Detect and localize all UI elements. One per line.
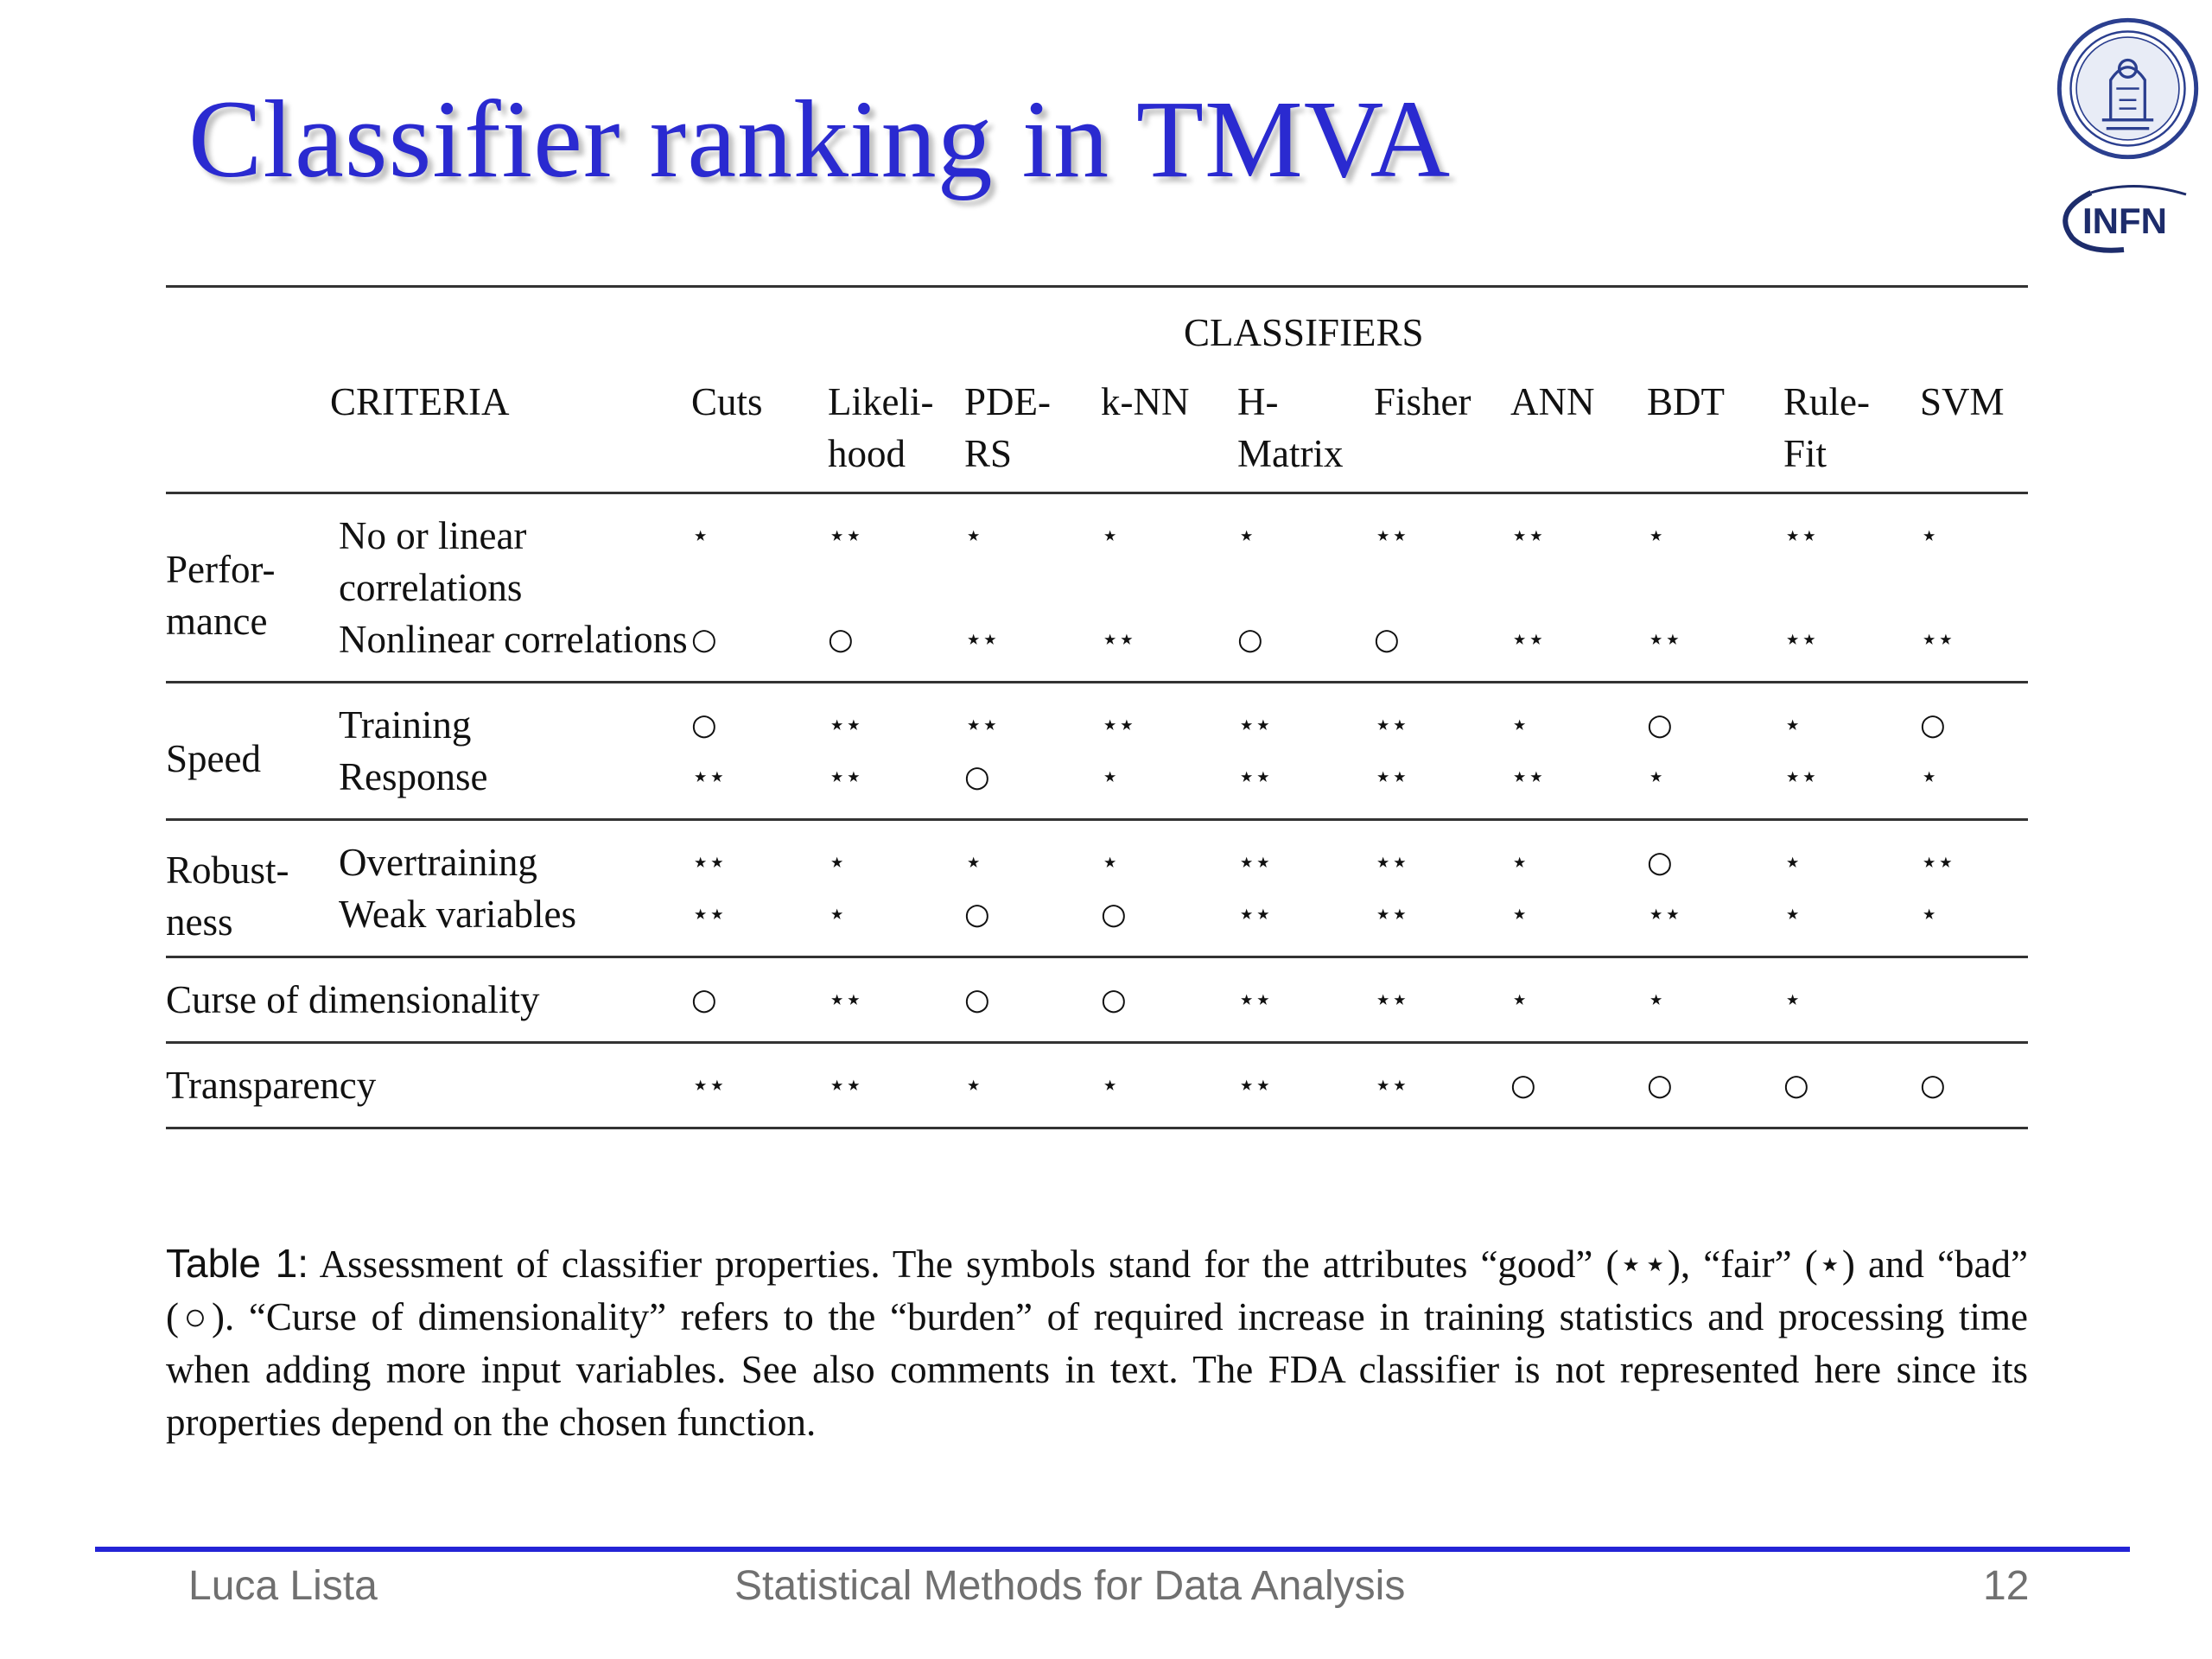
- rating-cell: ⋆: [828, 897, 845, 931]
- logos: [2056, 17, 2208, 251]
- classifier-header-2: PDE-: [964, 380, 1051, 423]
- rating-cell: ⋆⋆: [1237, 708, 1271, 742]
- rating-cell: ⋆: [1101, 1068, 1118, 1103]
- rating-cell: ⋆⋆: [1374, 518, 1408, 553]
- rating-cell: ⋆⋆: [1374, 760, 1408, 794]
- rating-cell: ⋆⋆: [828, 1068, 861, 1103]
- slide-title: Classifier ranking in TMVA: [188, 78, 1452, 200]
- classifier-header-line2-7: [1647, 428, 1783, 493]
- rating-cell: ⋆: [828, 845, 845, 880]
- category-label: Speed: [166, 737, 261, 780]
- rating-cell: ○: [1101, 982, 1125, 1017]
- classifier-header-line2-3: [1101, 428, 1237, 493]
- classifier-header-line2-4: Matrix: [1237, 432, 1344, 475]
- rating-cell: ⋆: [964, 845, 982, 880]
- rating-cell: ⋆⋆: [1101, 622, 1135, 657]
- classifier-header-5: Fisher: [1374, 380, 1471, 423]
- rating-cell: ○: [691, 708, 715, 742]
- criteria-group: [166, 957, 2028, 1043]
- classifier-header-line2-5: [1374, 428, 1510, 493]
- rating-cell: ⋆⋆: [964, 622, 998, 657]
- rating-cell: [1920, 957, 2028, 1043]
- rating-cell: ○: [691, 622, 715, 657]
- infn-logo-icon: [2056, 177, 2203, 259]
- rating-cell: ⋆: [964, 1068, 982, 1103]
- rating-cell: ○: [1237, 622, 1262, 657]
- rating-cell: ⋆⋆: [1237, 982, 1271, 1017]
- classifier-header-6: ANN: [1510, 380, 1595, 423]
- rating-cell: ○: [1647, 708, 1671, 742]
- rating-cell: ⋆⋆: [828, 982, 861, 1017]
- category-label: Perfor- mance: [166, 548, 276, 643]
- criteria-group: [166, 683, 2028, 820]
- rating-cell: ⋆⋆: [1237, 845, 1271, 880]
- rating-cell: ⋆: [1510, 845, 1528, 880]
- rating-cell: ⋆⋆: [1510, 622, 1544, 657]
- rating-cell: ⋆⋆: [1647, 622, 1681, 657]
- caption-label: Table 1:: [166, 1241, 308, 1286]
- table-row: [166, 957, 2028, 1043]
- classifier-header-line2-6: [1510, 428, 1647, 493]
- rating-cell: ⋆: [1237, 518, 1255, 553]
- criterion-label: Response: [339, 755, 488, 798]
- rating-cell: ⋆⋆: [828, 760, 861, 794]
- rating-cell: ⋆⋆: [1374, 897, 1408, 931]
- criterion-label: No or linear correlations: [339, 514, 527, 609]
- criterion-label: Nonlinear correlations: [339, 618, 688, 661]
- rating-cell: ⋆: [1647, 518, 1664, 553]
- rating-cell: ⋆: [1510, 897, 1528, 931]
- rating-cell: ⋆: [1101, 760, 1118, 794]
- rating-cell: ⋆⋆: [1374, 708, 1408, 742]
- rating-cell: ⋆: [1783, 982, 1801, 1017]
- criteria-header: CRITERIA: [330, 380, 510, 423]
- rating-cell: ⋆⋆: [828, 708, 861, 742]
- table-row: [166, 888, 2028, 957]
- rating-cell: ○: [964, 897, 988, 931]
- rating-cell: ⋆: [1101, 845, 1118, 880]
- rating-cell: ⋆: [1920, 518, 1937, 553]
- rating-cell: ⋆: [964, 518, 982, 553]
- caption-text: Assessment of classifier properties. The symbols stand for the attributes “good” (⋆⋆), “fair” (⋆) and “bad” (○). “Curse of dimensionality” refers to the “burden” of required increase in training statistics and processing time when adding more input variables. See also comments in text. The FDA classifier is not represented here since its properties depend on the chosen function.: [166, 1243, 2028, 1444]
- infn-logo-text: INFN: [2082, 200, 2167, 241]
- table-container: [166, 285, 2028, 1129]
- rating-cell: ⋆: [1783, 708, 1801, 742]
- table-row: [166, 683, 2028, 752]
- rating-cell: ⋆: [1920, 897, 1937, 931]
- rating-cell: ○: [964, 760, 988, 794]
- classifier-header-line2-2: RS: [964, 432, 1013, 475]
- table-row: [166, 751, 2028, 820]
- footer-course-title: Statistical Methods for Data Analysis: [734, 1563, 1406, 1609]
- rating-cell: ⋆⋆: [1783, 518, 1817, 553]
- rating-cell: ⋆: [1920, 760, 1937, 794]
- university-seal-icon: [2056, 17, 2199, 160]
- classifier-header-line2-9: [1920, 428, 2028, 493]
- classifier-header-line2-1: hood: [828, 432, 906, 475]
- footer-divider: [95, 1547, 2130, 1552]
- rating-cell: ○: [1374, 622, 1398, 657]
- criterion-label: Overtraining: [339, 841, 537, 884]
- category-label: Robust- ness: [166, 849, 289, 944]
- rating-cell: ⋆: [691, 518, 709, 553]
- rating-cell: ⋆: [1647, 760, 1664, 794]
- rating-cell: ⋆: [1510, 982, 1528, 1017]
- rating-cell: ⋆⋆: [1374, 845, 1408, 880]
- rating-cell: ⋆: [1510, 708, 1528, 742]
- rating-cell: ○: [1647, 845, 1671, 880]
- table-row: [166, 613, 2028, 683]
- criteria-group: [166, 1043, 2028, 1128]
- rating-cell: ○: [1647, 1068, 1671, 1103]
- rating-cell: ○: [1920, 1068, 1944, 1103]
- rating-cell: ⋆⋆: [1510, 518, 1544, 553]
- rating-cell: ⋆⋆: [1783, 622, 1817, 657]
- rating-cell: ⋆⋆: [964, 708, 998, 742]
- rating-cell: ⋆⋆: [691, 1068, 725, 1103]
- classifier-header-3: k-NN: [1101, 380, 1190, 423]
- rating-cell: ⋆: [1783, 897, 1801, 931]
- rating-cell: ⋆⋆: [1783, 760, 1817, 794]
- classifier-header-1: Likeli-: [828, 380, 934, 423]
- classifier-header-line2-8: Fit: [1783, 432, 1827, 475]
- page-number: 12: [1983, 1563, 2030, 1609]
- rating-cell: ○: [1101, 897, 1125, 931]
- footer-author: Luca Lista: [188, 1563, 378, 1609]
- rating-cell: ⋆: [1783, 845, 1801, 880]
- table-row: [166, 493, 2028, 614]
- rating-cell: ⋆⋆: [1101, 708, 1135, 742]
- rating-cell: ⋆⋆: [1237, 760, 1271, 794]
- rating-cell: ○: [691, 982, 715, 1017]
- table-caption: [166, 1237, 2028, 1449]
- rating-cell: ⋆⋆: [828, 518, 861, 553]
- rating-cell: ⋆: [1101, 518, 1118, 553]
- rating-cell: ⋆⋆: [1510, 760, 1544, 794]
- table-header: [166, 287, 2028, 493]
- classifier-header-4: H-: [1237, 380, 1279, 423]
- table-row: [166, 820, 2028, 889]
- criterion-label: Training: [339, 703, 472, 747]
- category-label: Curse of dimensionality: [166, 978, 540, 1021]
- rating-cell: ⋆⋆: [1237, 1068, 1271, 1103]
- classifier-header-line2-0: [691, 428, 828, 493]
- table-row: [166, 1043, 2028, 1128]
- rating-cell: ⋆⋆: [1647, 897, 1681, 931]
- rating-cell: ○: [1920, 708, 1944, 742]
- rating-cell: ○: [964, 982, 988, 1017]
- rating-cell: ⋆: [1647, 982, 1664, 1017]
- classifier-header-7: BDT: [1647, 380, 1725, 423]
- rating-cell: ○: [1510, 1068, 1535, 1103]
- criteria-group: [166, 820, 2028, 957]
- rating-cell: ⋆⋆: [1237, 897, 1271, 931]
- rating-cell: ⋆⋆: [691, 897, 725, 931]
- criterion-label: Weak variables: [339, 893, 576, 936]
- classifier-header-9: SVM: [1920, 380, 2005, 423]
- rating-cell: ⋆⋆: [1920, 845, 1954, 880]
- rating-cell: ○: [1783, 1068, 1808, 1103]
- category-label: Transparency: [166, 1064, 377, 1107]
- classifiers-group-header: CLASSIFIERS: [1184, 311, 1424, 354]
- rating-cell: ⋆⋆: [691, 845, 725, 880]
- rating-cell: ⋆⋆: [1374, 982, 1408, 1017]
- rating-cell: ⋆⋆: [691, 760, 725, 794]
- classifier-header-0: Cuts: [691, 380, 763, 423]
- rating-cell: ⋆⋆: [1374, 1068, 1408, 1103]
- criteria-group: [166, 493, 2028, 683]
- rating-cell: ○: [828, 622, 852, 657]
- rating-cell: ⋆⋆: [1920, 622, 1954, 657]
- classifier-header-8: Rule-: [1783, 380, 1870, 423]
- classifier-ranking-table: [166, 285, 2028, 1129]
